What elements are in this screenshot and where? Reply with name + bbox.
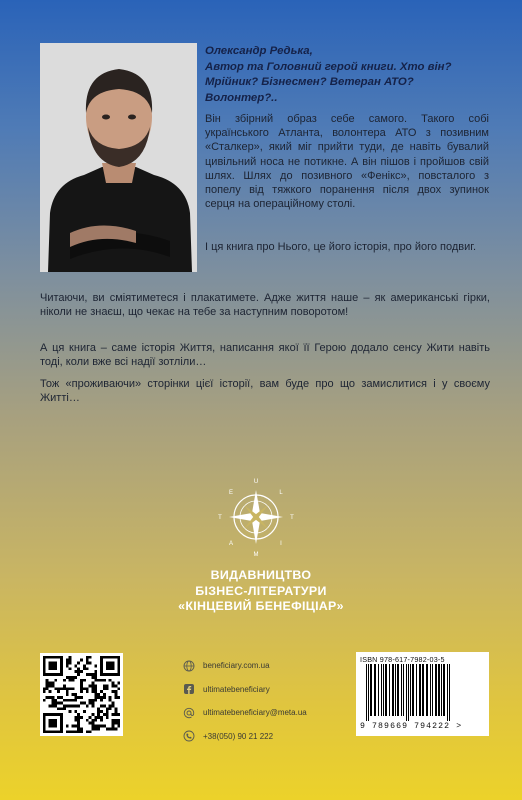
living-paragraph: Тож «проживаючи» сторінки цієї історії, вам буде про що замислитися і у своєму Житті… (40, 378, 490, 405)
contact-list (183, 654, 353, 748)
compass-letter: E (228, 490, 234, 496)
compass-letter: T (290, 515, 294, 521)
publisher-line: «КІНЦЕВИЙ БЕНЕФІЦІАР» (178, 599, 344, 613)
life-paragraph: А ця книга – саме історія Життя, написання якої її Герою додало сенсу Жити навіть тоді, коли вже всі надії зотліли… (40, 342, 490, 369)
author-photo (40, 43, 197, 272)
phone-icon (183, 730, 195, 742)
compass-letter: T (218, 515, 222, 521)
compass-letter: L (279, 490, 283, 496)
contact-text: beneficiary.com.ua (203, 661, 270, 671)
publisher-name (150, 568, 372, 615)
headline-line: Мрійник? Бізнесмен? Ветеран АТО? (205, 76, 414, 88)
compass-letter: I (280, 541, 282, 547)
publisher-line: БІЗНЕС-ЛІТЕРАТУРИ (195, 583, 327, 598)
ean-number: 9 789669 794222 > (360, 722, 463, 731)
reading-paragraph: Читаючи, ви сміятиметеся і плакатимете. Адже життя наше – як американські гірки, ніколи не знаєш, що чекає на тебе за наступним поворотом! (40, 292, 490, 319)
bio-paragraph: Він збірний образ себе самого. Такого собі українського Атланта, волонтера АТО з позивним «Сталкер», який міг прийти туди, де навіть бувалий цивільний носа не потикне. А він пішов і пройшов свій шлях. Шлях до позивного «Фенікс», повсталого з попелу від тяжкого поранення після двох зупинок серця на операційному столі. (205, 113, 489, 211)
compass-letter: M (253, 552, 259, 558)
contact-text: ultimatebeneficiary@meta.ua (203, 708, 307, 718)
globe-icon (183, 660, 195, 672)
contact-facebook[interactable] (183, 678, 353, 702)
contact-text: +38(050) 90 21 222 (203, 731, 274, 741)
isbn-barcode (356, 652, 489, 736)
headline-line: Олександр Редька, (205, 45, 313, 57)
compass-letter: A (228, 541, 234, 547)
contact-email[interactable] (183, 701, 353, 725)
headline-line: Волонтер?.. (205, 91, 278, 104)
contact-website[interactable] (183, 654, 353, 678)
compass-logo-icon (215, 476, 297, 558)
isbn-label: ISBN 978-617-7982-03-5 (360, 655, 445, 664)
contact-phone[interactable] (183, 725, 353, 749)
compass-letter: U (253, 479, 259, 485)
qr-code[interactable] (40, 653, 123, 736)
at-sign-icon (183, 707, 195, 719)
headline-line: Автор та Головний герой книги. Хто він? (205, 60, 452, 73)
facebook-icon (183, 683, 195, 695)
barcode-bars (360, 664, 485, 721)
publisher-line: ВИДАВНИЦТВО (210, 568, 312, 582)
contact-text: ultimatebeneficiary (203, 684, 270, 694)
author-headline (205, 44, 490, 106)
book-paragraph: І ця книга про Нього, це його історія, про його подвиг. (205, 241, 477, 253)
